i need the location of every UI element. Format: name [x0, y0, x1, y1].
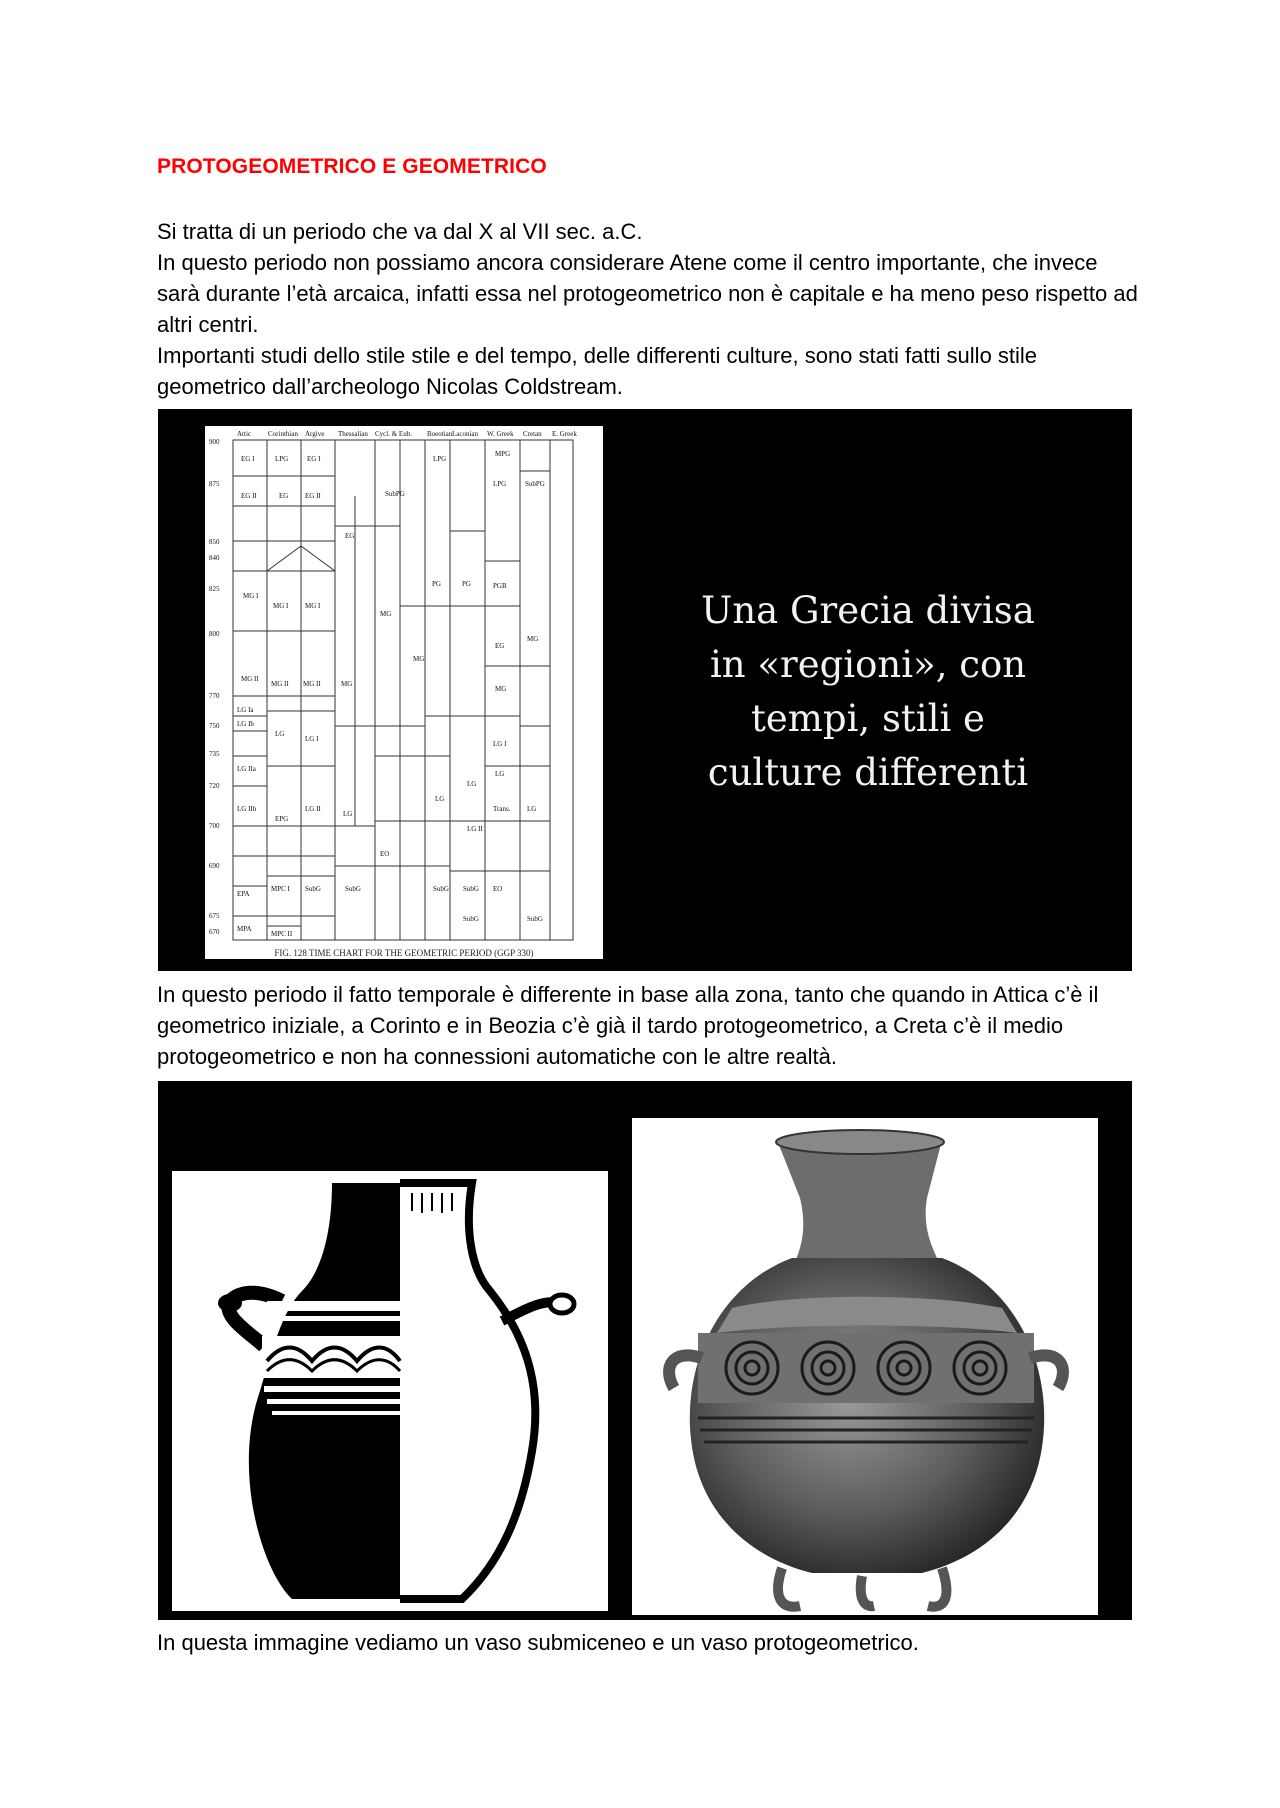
svg-text:SubG: SubG: [463, 915, 479, 923]
geometric-period-time-chart: [205, 426, 603, 959]
slide-vases: [158, 1081, 1132, 1620]
svg-text:900: 900: [209, 438, 220, 446]
svg-text:EG II: EG II: [241, 492, 257, 500]
svg-text:LG II: LG II: [467, 825, 483, 833]
svg-text:735: 735: [209, 750, 220, 758]
svg-text:800: 800: [209, 630, 220, 638]
svg-text:LPG: LPG: [493, 480, 507, 488]
paragraph-athens: In questo periodo non possiamo ancora considerare Atene come il centro importante, che invece sarà durante l’età arcaica, infatti essa nel protogeometrico non è capitale e ha meno peso rispetto ad altri centri.: [157, 250, 1138, 337]
protogeometric-vase-photo: [632, 1118, 1098, 1615]
svg-text:MG: MG: [527, 635, 539, 643]
svg-text:MG: MG: [380, 610, 392, 618]
svg-text:Cycl. & Eub.: Cycl. & Eub.: [375, 430, 412, 438]
svg-text:LPG: LPG: [433, 455, 447, 463]
svg-text:MG II: MG II: [303, 680, 321, 688]
svg-text:LG I: LG I: [493, 740, 507, 748]
svg-text:MPA: MPA: [237, 925, 252, 933]
svg-text:LG II: LG II: [305, 805, 321, 813]
svg-text:SubG: SubG: [527, 915, 543, 923]
svg-text:E. Greek: E. Greek: [552, 430, 577, 438]
svg-text:Laconian: Laconian: [452, 430, 479, 438]
svg-text:Thessalian: Thessalian: [338, 430, 368, 438]
svg-text:EPA: EPA: [237, 890, 250, 898]
svg-text:EG II: EG II: [305, 492, 321, 500]
svg-text:LG: LG: [343, 810, 353, 818]
svg-text:LG Ia: LG Ia: [237, 706, 254, 714]
paragraph-dates: Si tratta di un periodo che va dal X al VII sec. a.C.: [157, 219, 643, 244]
svg-text:700: 700: [209, 822, 220, 830]
svg-text:875: 875: [209, 480, 220, 488]
svg-text:MG: MG: [495, 685, 507, 693]
svg-text:W. Greek: W. Greek: [487, 430, 514, 438]
svg-text:MPG: MPG: [495, 450, 511, 458]
svg-text:Argive: Argive: [305, 430, 325, 438]
svg-text:EG: EG: [279, 492, 289, 500]
svg-text:670: 670: [209, 928, 220, 936]
svg-text:Cretan: Cretan: [523, 430, 542, 438]
svg-text:MG II: MG II: [241, 675, 259, 683]
svg-text:675: 675: [209, 912, 220, 920]
svg-text:EG: EG: [495, 642, 505, 650]
svg-text:MG I: MG I: [243, 592, 259, 600]
svg-text:Trans.: Trans.: [493, 805, 511, 813]
slide-title-text: Una Grecia divisa in «regioni», con tempi, stili e culture differenti: [701, 589, 1035, 794]
svg-text:EG: EG: [345, 532, 355, 540]
svg-text:MG I: MG I: [273, 602, 289, 610]
svg-text:MG I: MG I: [305, 602, 321, 610]
svg-text:SubG: SubG: [433, 885, 449, 893]
svg-text:EO: EO: [380, 850, 390, 858]
svg-text:MG: MG: [341, 680, 353, 688]
svg-text:MPC II: MPC II: [271, 930, 293, 938]
svg-text:SubG: SubG: [305, 885, 321, 893]
svg-text:LG: LG: [275, 730, 285, 738]
svg-text:LG Ib: LG Ib: [237, 720, 254, 728]
svg-text:LG: LG: [495, 770, 505, 778]
svg-text:PGB: PGB: [493, 582, 507, 590]
svg-text:LG I: LG I: [305, 735, 319, 743]
svg-text:LPG: LPG: [275, 455, 289, 463]
svg-text:EG I: EG I: [307, 455, 321, 463]
svg-text:LG: LG: [467, 780, 477, 788]
svg-text:770: 770: [209, 692, 220, 700]
paragraph-regions: In questo periodo il fatto temporale è differente in base alla zona, tanto che quando in Attica c’è il geometrico iniziale, a Corinto e in Beozia c’è già il tardo protogeometrico, a Creta c’è il medio protogeometrico e non ha connessioni automatiche con le altre realtà.: [157, 982, 1099, 1069]
svg-text:840: 840: [209, 554, 220, 562]
svg-text:MG II: MG II: [271, 680, 289, 688]
svg-text:MG: MG: [413, 655, 425, 663]
svg-text:Boeotian: Boeotian: [427, 430, 453, 438]
slide-time-chart: [158, 409, 1132, 971]
svg-text:750: 750: [209, 722, 220, 730]
svg-text:SubPG: SubPG: [525, 480, 545, 488]
svg-text:Attic: Attic: [237, 430, 251, 438]
submycenaean-vase-drawing: [172, 1171, 608, 1611]
paragraph-vases: In questa immagine vediamo un vaso submiceneo e un vaso protogeometrico.: [157, 1630, 919, 1655]
svg-text:LG: LG: [527, 805, 537, 813]
svg-text:Corinthian: Corinthian: [268, 430, 298, 438]
time-chart-graphic: [205, 426, 603, 946]
svg-text:720: 720: [209, 782, 220, 790]
svg-text:PG: PG: [462, 580, 471, 588]
svg-text:SubG: SubG: [463, 885, 479, 893]
svg-text:LG IIb: LG IIb: [237, 805, 257, 813]
paragraph-coldstream: Importanti studi dello stile stile e del tempo, delle differenti culture, sono stati fatti sullo stile geometrico dall’archeologo Nicolas Coldstream.: [157, 343, 1038, 399]
svg-text:690: 690: [209, 862, 220, 870]
time-chart-caption: FIG. 128 TIME CHART FOR THE GEOMETRIC PERIOD (GGP 330): [274, 948, 534, 958]
page-heading: PROTOGEOMETRICO E GEOMETRICO: [157, 155, 547, 178]
svg-text:LG IIa: LG IIa: [237, 765, 256, 773]
svg-text:MPC I: MPC I: [271, 885, 290, 893]
svg-text:PG: PG: [432, 580, 441, 588]
svg-text:SubPG: SubPG: [385, 490, 405, 498]
svg-text:EO: EO: [493, 885, 503, 893]
svg-text:EG I: EG I: [241, 455, 255, 463]
svg-text:SubG: SubG: [345, 885, 361, 893]
svg-text:825: 825: [209, 585, 220, 593]
svg-text:LG: LG: [435, 795, 445, 803]
svg-text:850: 850: [209, 538, 220, 546]
svg-text:EPG: EPG: [275, 815, 289, 823]
